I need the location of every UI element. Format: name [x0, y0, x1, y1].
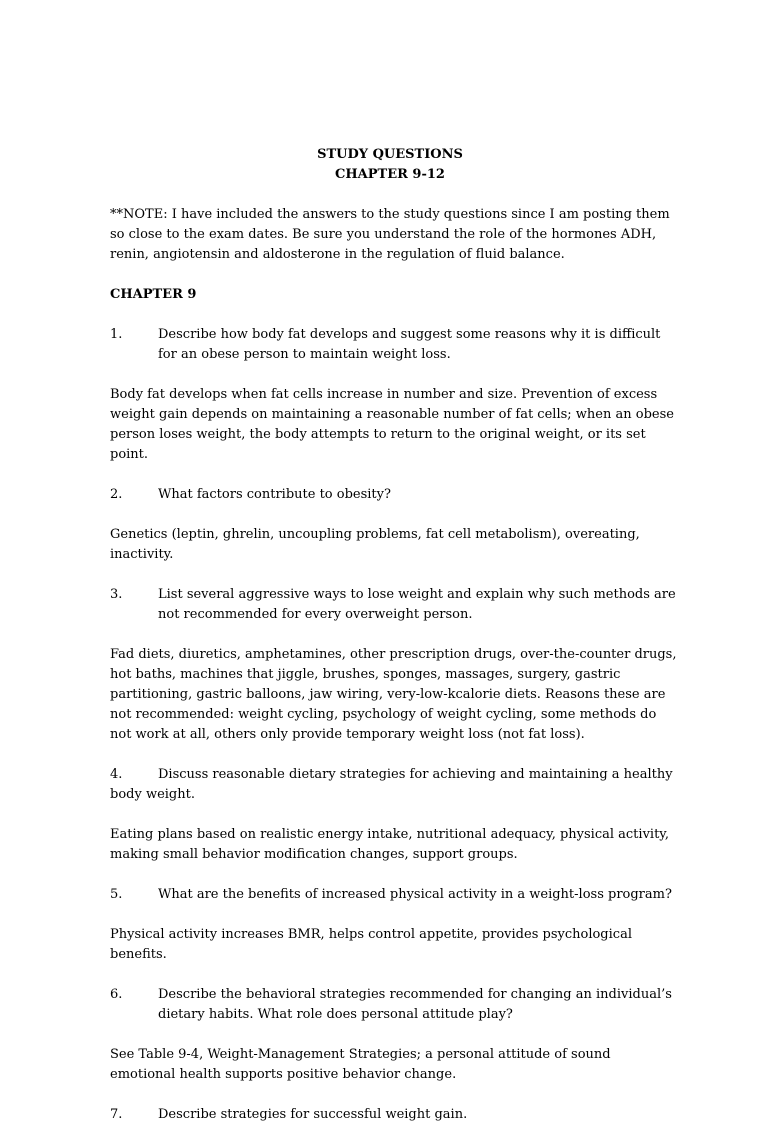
question-5: [110, 885, 680, 905]
answer-6: See Table 9-4, Weight-Management Strategies; a personal attitude of sound emotional health supports positive behavior change.: [110, 1047, 611, 1082]
note-paragraph: **NOTE: I have included the answers to the study questions since I am posting them so close to the exam dates. Be sure you understand the role of the hormones ADH, renin, angiotensin and aldosterone in the regulation of fluid balance.: [110, 207, 670, 262]
question-number: 2.: [110, 487, 123, 502]
answer-1: Body fat develops when fat cells increase in number and size. Prevention of excess weight gain depends on maintaining a reasonable number of fat cells; when an obese person loses weight, the body attempts to return to the original weight, or its set point.: [110, 387, 674, 462]
question-text: Discuss reasonable dietary strategies for achieving and maintaining a healthy body weight.: [110, 767, 673, 802]
question-text: List several aggressive ways to lose weight and explain why such methods are not recommended for every overweight person.: [158, 587, 676, 622]
question-number: 7.: [110, 1107, 123, 1122]
page-subtitle: CHAPTER 9-12: [335, 167, 445, 182]
answer-2: Genetics (leptin, ghrelin, uncoupling problems, fat cell metabolism), overeating, inactivity.: [110, 527, 640, 562]
question-number: 5.: [110, 887, 123, 902]
question-text: Describe the behavioral strategies recommended for changing an individual’s dietary habits. What role does personal attitude play?: [158, 987, 672, 1022]
question-text: What are the benefits of increased physical activity in a weight-loss program?: [158, 887, 672, 902]
chapter-heading: CHAPTER 9: [110, 287, 197, 302]
question-4: [110, 765, 680, 805]
question-text: Describe how body fat develops and suggest some reasons why it is difficult for an obese person to maintain weight loss.: [158, 327, 661, 362]
question-number: 1.: [110, 327, 123, 342]
page-title: STUDY QUESTIONS: [317, 147, 463, 162]
answer-3: Fad diets, diuretics, amphetamines, other prescription drugs, over-the-counter drugs, hot baths, machines that jiggle, brushes, sponges, massages, surgery, gastric partitioning, gastric balloons, jaw wiring, very-low-kcalorie diets. Reasons these are not recommended: weight cycling, psychology of weight cycling, some methods do not work at all, others only provide temporary weight loss (not fat loss).: [110, 647, 677, 742]
question-1: [110, 325, 680, 365]
answer-5: Physical activity increases BMR, helps control appetite, provides psychological benefits.: [110, 927, 632, 962]
question-number: 6.: [110, 987, 123, 1002]
question-number: 3.: [110, 587, 123, 602]
question-number: 4.: [110, 767, 123, 782]
question-7: [110, 1105, 680, 1125]
question-2: [110, 485, 680, 505]
answer-4: Eating plans based on realistic energy intake, nutritional adequacy, physical activity, making small behavior modification changes, support groups.: [110, 827, 670, 862]
question-text-wrap: [110, 765, 680, 805]
question-3: [110, 585, 680, 625]
question-6: [110, 985, 680, 1025]
question-text: What factors contribute to obesity?: [158, 487, 391, 502]
question-text: Describe strategies for successful weight gain.: [158, 1107, 468, 1122]
